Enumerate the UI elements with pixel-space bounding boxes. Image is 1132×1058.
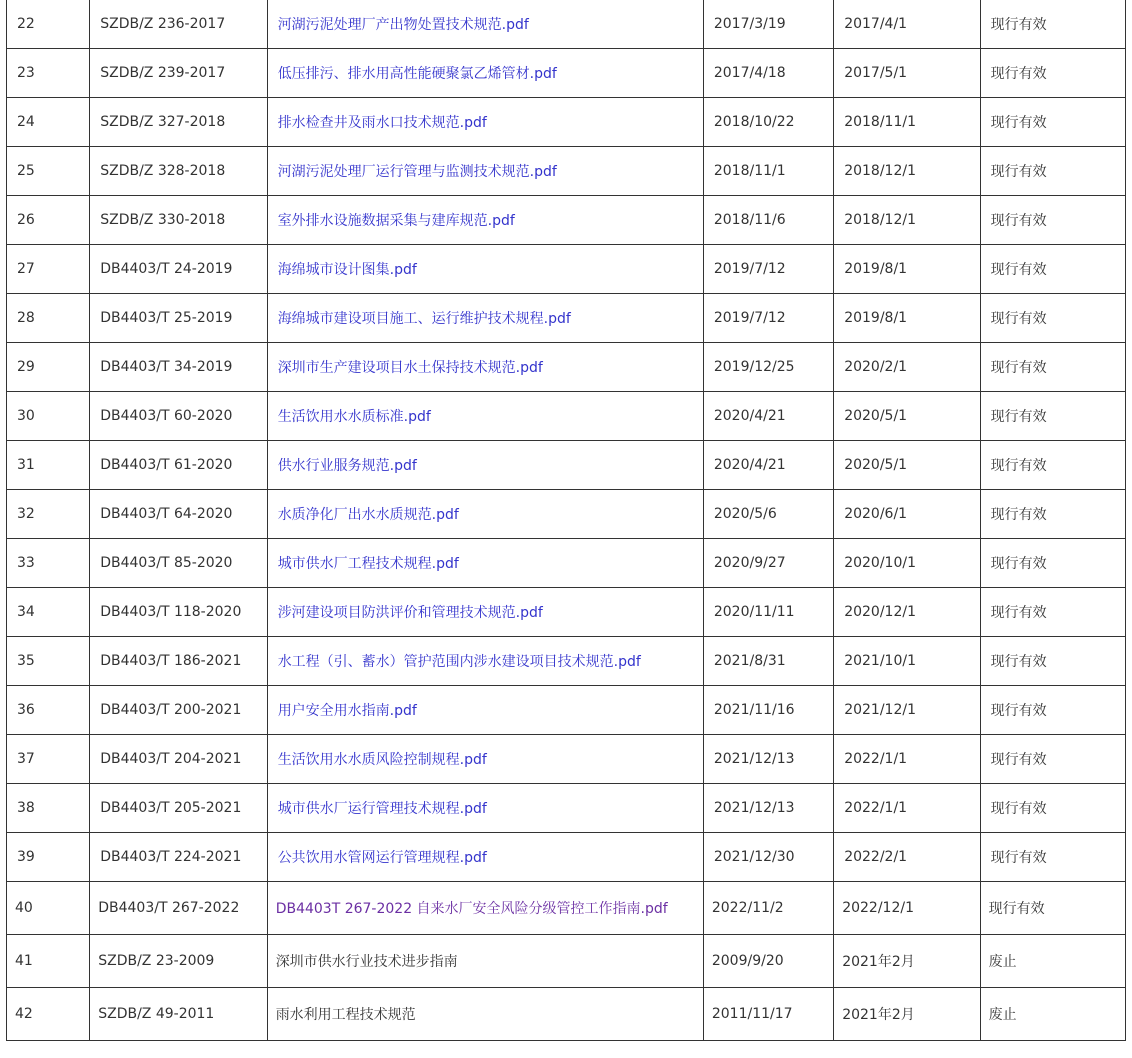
row-number-text: 38 bbox=[17, 800, 35, 816]
status-text: 现行有效 bbox=[990, 752, 1047, 768]
standard-code-cell bbox=[90, 294, 267, 343]
effective-date-cell bbox=[834, 686, 980, 735]
effective-date-cell bbox=[834, 784, 980, 833]
row-number-cell bbox=[7, 935, 90, 988]
row-number-cell bbox=[7, 882, 90, 935]
effective-date-cell bbox=[834, 392, 980, 441]
document-title-cell bbox=[267, 196, 703, 245]
table-row bbox=[7, 935, 1126, 988]
status-text: 现行有效 bbox=[990, 654, 1047, 670]
status-text: 现行有效 bbox=[988, 901, 1045, 917]
status-cell bbox=[980, 0, 1125, 49]
row-number-text: 28 bbox=[17, 310, 35, 326]
row-number-cell bbox=[7, 0, 90, 49]
standard-code-cell bbox=[90, 988, 267, 1041]
effective-date-text: 2022/2/1 bbox=[844, 849, 908, 865]
release-date-text: 2021/12/30 bbox=[713, 849, 795, 865]
table-row bbox=[7, 0, 1126, 49]
release-date-cell bbox=[703, 0, 833, 49]
standard-code-cell bbox=[90, 245, 267, 294]
row-number-cell bbox=[7, 686, 90, 735]
effective-date-text: 2022/1/1 bbox=[844, 800, 908, 816]
standard-code-cell bbox=[90, 735, 267, 784]
release-date-text: 2019/7/12 bbox=[713, 310, 786, 326]
release-date-text: 2011/11/17 bbox=[711, 1006, 793, 1022]
status-cell bbox=[980, 49, 1125, 98]
document-link[interactable]: 城市供水厂运行管理技术规程.pdf bbox=[277, 801, 487, 817]
standard-code-cell bbox=[90, 343, 267, 392]
release-date-cell bbox=[703, 637, 833, 686]
release-date-cell bbox=[703, 490, 833, 539]
document-link[interactable]: 公共饮用水管网运行管理规程.pdf bbox=[277, 850, 487, 866]
status-cell bbox=[980, 539, 1125, 588]
standard-code-cell bbox=[90, 490, 267, 539]
row-number-text: 31 bbox=[17, 457, 35, 473]
standard-code-text: SZDB/Z 328-2018 bbox=[100, 163, 226, 179]
effective-date-cell bbox=[834, 49, 980, 98]
document-title-cell bbox=[267, 833, 703, 882]
standard-code-text: DB4403/T 64-2020 bbox=[100, 506, 233, 522]
standard-code-cell bbox=[90, 441, 267, 490]
table-row bbox=[7, 392, 1126, 441]
effective-date-cell bbox=[834, 735, 980, 784]
effective-date-cell bbox=[834, 343, 980, 392]
effective-date-text: 2020/5/1 bbox=[844, 408, 908, 424]
release-date-cell bbox=[703, 343, 833, 392]
document-link[interactable]: 深圳市生产建设项目水土保持技术规范.pdf bbox=[277, 360, 543, 376]
standard-code-text: SZDB/Z 330-2018 bbox=[100, 212, 226, 228]
release-date-text: 2021/12/13 bbox=[713, 751, 795, 767]
release-date-cell bbox=[703, 392, 833, 441]
status-text: 现行有效 bbox=[990, 66, 1047, 82]
document-title-cell bbox=[267, 686, 703, 735]
table-row bbox=[7, 735, 1126, 784]
row-number-cell bbox=[7, 833, 90, 882]
status-text: 现行有效 bbox=[990, 262, 1047, 278]
standard-code-cell bbox=[90, 882, 267, 935]
release-date-cell bbox=[703, 49, 833, 98]
document-title-cell bbox=[267, 588, 703, 637]
table-row bbox=[7, 490, 1126, 539]
table-row bbox=[7, 539, 1126, 588]
status-text: 现行有效 bbox=[990, 17, 1047, 33]
document-title-cell bbox=[267, 637, 703, 686]
effective-date-cell bbox=[834, 98, 980, 147]
row-number-cell bbox=[7, 637, 90, 686]
standard-code-text: SZDB/Z 327-2018 bbox=[100, 114, 226, 130]
status-text: 现行有效 bbox=[990, 556, 1047, 572]
effective-date-cell bbox=[834, 637, 980, 686]
status-cell bbox=[980, 147, 1125, 196]
effective-date-cell bbox=[834, 882, 980, 935]
row-number-text: 39 bbox=[17, 849, 35, 865]
effective-date-text: 2021/10/1 bbox=[844, 653, 916, 669]
standard-code-cell bbox=[90, 784, 267, 833]
standard-code-cell bbox=[90, 833, 267, 882]
row-number-cell bbox=[7, 735, 90, 784]
row-number-text: 24 bbox=[17, 114, 35, 130]
standard-code-text: DB4403/T 204-2021 bbox=[100, 751, 242, 767]
row-number-text: 41 bbox=[15, 953, 33, 969]
document-link[interactable]: 低压排污、排水用高性能硬聚氯乙烯管材.pdf bbox=[277, 66, 557, 82]
status-cell bbox=[980, 441, 1125, 490]
document-title-cell bbox=[267, 539, 703, 588]
effective-date-text: 2017/5/1 bbox=[844, 65, 908, 81]
status-text: 现行有效 bbox=[990, 458, 1047, 474]
row-number-text: 35 bbox=[17, 653, 35, 669]
table-row bbox=[7, 637, 1126, 686]
document-link[interactable]: DB4403T 267-2022 自来水厂安全风险分级管控工作指南.pdf bbox=[275, 901, 668, 917]
document-title-cell bbox=[267, 882, 703, 935]
document-link[interactable]: 水工程（引、蓄水）管护范围内涉水建设项目技术规范.pdf bbox=[277, 654, 641, 670]
release-date-text: 2018/10/22 bbox=[713, 114, 795, 130]
effective-date-cell bbox=[834, 147, 980, 196]
row-number-text: 36 bbox=[17, 702, 35, 718]
row-number-cell bbox=[7, 343, 90, 392]
row-number-text: 37 bbox=[17, 751, 35, 767]
status-text: 现行有效 bbox=[990, 605, 1047, 621]
document-title-text: 雨水利用工程技术规范 bbox=[275, 1007, 416, 1023]
document-title-cell bbox=[267, 392, 703, 441]
row-number-cell bbox=[7, 490, 90, 539]
effective-date-text: 2022/1/1 bbox=[844, 751, 908, 767]
release-date-text: 2020/4/21 bbox=[713, 457, 786, 473]
standard-code-text: DB4403/T 200-2021 bbox=[100, 702, 242, 718]
release-date-cell bbox=[703, 686, 833, 735]
release-date-text: 2019/7/12 bbox=[713, 261, 786, 277]
status-cell bbox=[980, 490, 1125, 539]
effective-date-text: 2018/11/1 bbox=[844, 114, 916, 130]
row-number-cell bbox=[7, 196, 90, 245]
effective-date-cell bbox=[834, 196, 980, 245]
status-cell bbox=[980, 245, 1125, 294]
release-date-text: 2021/8/31 bbox=[713, 653, 786, 669]
status-text: 现行有效 bbox=[990, 115, 1047, 131]
release-date-cell bbox=[703, 196, 833, 245]
release-date-text: 2020/11/11 bbox=[713, 604, 795, 620]
document-title-cell bbox=[267, 441, 703, 490]
standard-code-text: SZDB/Z 239-2017 bbox=[100, 65, 226, 81]
release-date-cell bbox=[703, 935, 833, 988]
standard-code-text: DB4403/T 60-2020 bbox=[100, 408, 233, 424]
standard-code-text: DB4403/T 25-2019 bbox=[100, 310, 233, 326]
row-number-cell bbox=[7, 539, 90, 588]
release-date-text: 2022/11/2 bbox=[711, 900, 784, 916]
status-cell bbox=[980, 882, 1125, 935]
document-title-text: 深圳市供水行业技术进步指南 bbox=[275, 954, 458, 970]
document-link[interactable]: 用户安全用水指南.pdf bbox=[277, 703, 417, 719]
effective-date-text: 2020/10/1 bbox=[844, 555, 916, 571]
row-number-text: 27 bbox=[17, 261, 35, 277]
effective-date-text: 2019/8/1 bbox=[844, 261, 908, 277]
document-link[interactable]: 生活饮用水水质风险控制规程.pdf bbox=[277, 752, 487, 768]
document-link[interactable]: 涉河建设项目防洪评价和管理技术规范.pdf bbox=[277, 605, 543, 621]
document-link[interactable]: 海绵城市建设项目施工、运行维护技术规程.pdf bbox=[277, 311, 571, 327]
release-date-cell bbox=[703, 784, 833, 833]
standards-table-body bbox=[7, 0, 1126, 1041]
effective-date-text: 2019/8/1 bbox=[844, 310, 908, 326]
row-number-text: 30 bbox=[17, 408, 35, 424]
standard-code-cell bbox=[90, 0, 267, 49]
release-date-text: 2020/4/21 bbox=[713, 408, 786, 424]
standards-table bbox=[6, 0, 1126, 1041]
document-title-cell bbox=[267, 988, 703, 1041]
effective-date-cell bbox=[834, 0, 980, 49]
table-row bbox=[7, 245, 1126, 294]
row-number-cell bbox=[7, 988, 90, 1041]
standard-code-text: DB4403/T 224-2021 bbox=[100, 849, 242, 865]
row-number-cell bbox=[7, 147, 90, 196]
release-date-cell bbox=[703, 245, 833, 294]
effective-date-cell bbox=[834, 539, 980, 588]
release-date-text: 2017/3/19 bbox=[713, 16, 786, 32]
row-number-cell bbox=[7, 441, 90, 490]
table-row bbox=[7, 196, 1126, 245]
effective-date-cell bbox=[834, 490, 980, 539]
row-number-cell bbox=[7, 49, 90, 98]
effective-date-cell bbox=[834, 441, 980, 490]
status-cell bbox=[980, 833, 1125, 882]
release-date-cell bbox=[703, 588, 833, 637]
row-number-text: 25 bbox=[17, 163, 35, 179]
standard-code-text: DB4403/T 34-2019 bbox=[100, 359, 233, 375]
release-date-text: 2019/12/25 bbox=[713, 359, 795, 375]
table-row bbox=[7, 294, 1126, 343]
document-title-cell bbox=[267, 490, 703, 539]
release-date-text: 2017/4/18 bbox=[713, 65, 786, 81]
status-text: 现行有效 bbox=[990, 213, 1047, 229]
release-date-text: 2021/12/13 bbox=[713, 800, 795, 816]
document-link[interactable]: 供水行业服务规范.pdf bbox=[277, 458, 417, 474]
document-link[interactable]: 河湖污泥处理厂运行管理与监测技术规范.pdf bbox=[277, 164, 557, 180]
row-number-text: 40 bbox=[15, 900, 33, 916]
release-date-cell bbox=[703, 147, 833, 196]
effective-date-cell bbox=[834, 245, 980, 294]
release-date-text: 2018/11/6 bbox=[713, 212, 786, 228]
standard-code-text: SZDB/Z 49-2011 bbox=[98, 1006, 215, 1022]
document-title-cell bbox=[267, 98, 703, 147]
status-text: 现行有效 bbox=[990, 164, 1047, 180]
effective-date-text: 2021年2月 bbox=[842, 1007, 915, 1023]
document-link[interactable]: 河湖污泥处理厂产出物处置技术规范.pdf bbox=[277, 17, 529, 33]
release-date-text: 2009/9/20 bbox=[711, 953, 784, 969]
standard-code-cell bbox=[90, 147, 267, 196]
document-title-cell bbox=[267, 343, 703, 392]
document-title-cell bbox=[267, 245, 703, 294]
effective-date-text: 2020/6/1 bbox=[844, 506, 908, 522]
document-link[interactable]: 城市供水厂工程技术规程.pdf bbox=[277, 556, 459, 572]
status-cell bbox=[980, 988, 1125, 1041]
release-date-cell bbox=[703, 882, 833, 935]
status-text: 废止 bbox=[988, 1007, 1017, 1023]
status-cell bbox=[980, 294, 1125, 343]
standard-code-text: DB4403/T 61-2020 bbox=[100, 457, 233, 473]
table-row bbox=[7, 833, 1126, 882]
standard-code-text: DB4403/T 85-2020 bbox=[100, 555, 233, 571]
effective-date-text: 2021年2月 bbox=[842, 954, 915, 970]
release-date-text: 2020/5/6 bbox=[713, 506, 777, 522]
table-row bbox=[7, 588, 1126, 637]
table-row bbox=[7, 441, 1126, 490]
status-cell bbox=[980, 98, 1125, 147]
row-number-cell bbox=[7, 98, 90, 147]
standard-code-text: SZDB/Z 23-2009 bbox=[98, 953, 215, 969]
release-date-text: 2020/9/27 bbox=[713, 555, 786, 571]
effective-date-cell bbox=[834, 294, 980, 343]
release-date-cell bbox=[703, 988, 833, 1041]
row-number-cell bbox=[7, 588, 90, 637]
document-link[interactable]: 排水检查井及雨水口技术规范.pdf bbox=[277, 115, 487, 131]
table-row bbox=[7, 147, 1126, 196]
standard-code-text: DB4403/T 118-2020 bbox=[100, 604, 242, 620]
release-date-cell bbox=[703, 539, 833, 588]
table-row bbox=[7, 343, 1126, 392]
effective-date-text: 2020/5/1 bbox=[844, 457, 908, 473]
table-row bbox=[7, 49, 1126, 98]
row-number-text: 32 bbox=[17, 506, 35, 522]
status-cell bbox=[980, 637, 1125, 686]
status-cell bbox=[980, 392, 1125, 441]
effective-date-text: 2020/2/1 bbox=[844, 359, 908, 375]
standard-code-cell bbox=[90, 392, 267, 441]
effective-date-text: 2020/12/1 bbox=[844, 604, 916, 620]
release-date-text: 2018/11/1 bbox=[713, 163, 786, 179]
release-date-cell bbox=[703, 98, 833, 147]
document-title-cell bbox=[267, 0, 703, 49]
standard-code-cell bbox=[90, 98, 267, 147]
status-text: 现行有效 bbox=[990, 850, 1047, 866]
effective-date-cell bbox=[834, 988, 980, 1041]
effective-date-text: 2022/12/1 bbox=[842, 900, 914, 916]
release-date-cell bbox=[703, 833, 833, 882]
standard-code-cell bbox=[90, 935, 267, 988]
document-title-cell bbox=[267, 294, 703, 343]
standard-code-cell bbox=[90, 539, 267, 588]
standard-code-text: SZDB/Z 236-2017 bbox=[100, 16, 226, 32]
effective-date-cell bbox=[834, 833, 980, 882]
row-number-cell bbox=[7, 294, 90, 343]
status-cell bbox=[980, 935, 1125, 988]
table-row bbox=[7, 988, 1126, 1041]
standard-code-text: DB4403/T 205-2021 bbox=[100, 800, 242, 816]
table-row bbox=[7, 882, 1126, 935]
status-cell bbox=[980, 343, 1125, 392]
standard-code-cell bbox=[90, 686, 267, 735]
row-number-text: 29 bbox=[17, 359, 35, 375]
row-number-text: 23 bbox=[17, 65, 35, 81]
status-cell bbox=[980, 784, 1125, 833]
table-row bbox=[7, 98, 1126, 147]
status-text: 现行有效 bbox=[990, 311, 1047, 327]
standard-code-text: DB4403/T 267-2022 bbox=[98, 900, 240, 916]
standard-code-text: DB4403/T 186-2021 bbox=[100, 653, 242, 669]
standard-code-cell bbox=[90, 49, 267, 98]
document-title-cell bbox=[267, 735, 703, 784]
table-row bbox=[7, 686, 1126, 735]
document-link[interactable]: 室外排水设施数据采集与建库规范.pdf bbox=[277, 213, 515, 229]
standard-code-cell bbox=[90, 196, 267, 245]
table-row bbox=[7, 784, 1126, 833]
row-number-text: 42 bbox=[15, 1006, 33, 1022]
standard-code-cell bbox=[90, 637, 267, 686]
release-date-cell bbox=[703, 294, 833, 343]
status-text: 现行有效 bbox=[990, 703, 1047, 719]
status-text: 废止 bbox=[988, 954, 1017, 970]
document-link[interactable]: 生活饮用水水质标准.pdf bbox=[277, 409, 431, 425]
status-text: 现行有效 bbox=[990, 360, 1047, 376]
row-number-text: 26 bbox=[17, 212, 35, 228]
document-title-cell bbox=[267, 49, 703, 98]
effective-date-cell bbox=[834, 935, 980, 988]
status-cell bbox=[980, 735, 1125, 784]
effective-date-text: 2021/12/1 bbox=[844, 702, 916, 718]
status-text: 现行有效 bbox=[990, 801, 1047, 817]
effective-date-text: 2017/4/1 bbox=[844, 16, 908, 32]
document-title-cell bbox=[267, 784, 703, 833]
release-date-text: 2021/11/16 bbox=[713, 702, 795, 718]
document-link[interactable]: 海绵城市设计图集.pdf bbox=[277, 262, 417, 278]
standard-code-cell bbox=[90, 588, 267, 637]
row-number-cell bbox=[7, 784, 90, 833]
standard-code-text: DB4403/T 24-2019 bbox=[100, 261, 233, 277]
row-number-text: 34 bbox=[17, 604, 35, 620]
effective-date-text: 2018/12/1 bbox=[844, 163, 916, 179]
release-date-cell bbox=[703, 441, 833, 490]
status-text: 现行有效 bbox=[990, 409, 1047, 425]
row-number-cell bbox=[7, 245, 90, 294]
status-text: 现行有效 bbox=[990, 507, 1047, 523]
status-cell bbox=[980, 686, 1125, 735]
document-link[interactable]: 水质净化厂出水水质规范.pdf bbox=[277, 507, 459, 523]
document-title-cell bbox=[267, 935, 703, 988]
status-cell bbox=[980, 588, 1125, 637]
row-number-cell bbox=[7, 392, 90, 441]
document-title-cell bbox=[267, 147, 703, 196]
status-cell bbox=[980, 196, 1125, 245]
row-number-text: 22 bbox=[17, 16, 35, 32]
release-date-cell bbox=[703, 735, 833, 784]
effective-date-text: 2018/12/1 bbox=[844, 212, 916, 228]
effective-date-cell bbox=[834, 588, 980, 637]
row-number-text: 33 bbox=[17, 555, 35, 571]
